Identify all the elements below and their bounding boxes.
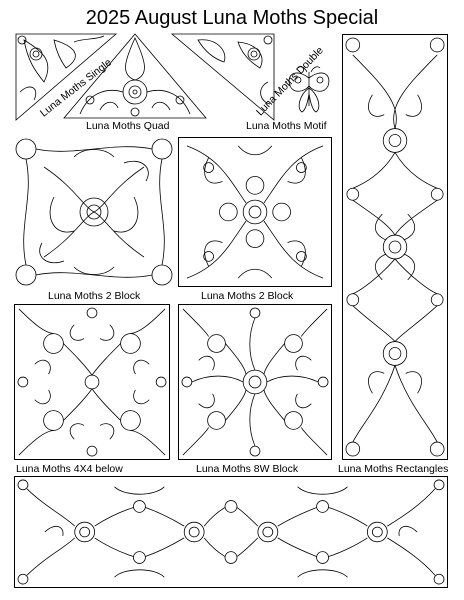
label-luna-moths-single: Luna Moths Single xyxy=(38,56,114,120)
label-luna-moths-rectangles: Luna Moths Rectangles xyxy=(338,463,449,475)
luna-moths-2-block-right-design xyxy=(178,137,332,287)
label-luna-moths-2-block-left: Luna Moths 2 Block xyxy=(48,290,141,302)
label-luna-moths-4x4: Luna Moths 4X4 below xyxy=(16,463,123,475)
luna-moths-border-design xyxy=(14,476,448,588)
label-luna-moths-double: Luna Moths Double xyxy=(254,44,326,119)
luna-moths-4x4-design xyxy=(14,304,170,460)
page-title: 2025 August Luna Moths Special xyxy=(85,7,379,29)
luna-moths-8w-block-design xyxy=(178,304,332,460)
label-luna-moths-2-block-right: Luna Moths 2 Block xyxy=(201,290,294,302)
label-luna-moths-8w-block: Luna Moths 8W Block xyxy=(196,463,299,475)
luna-moths-2-block-left-design xyxy=(14,137,174,287)
label-luna-moths-quad: Luna Moths Quad xyxy=(86,120,170,132)
luna-moths-rectangles-design xyxy=(342,34,448,460)
label-luna-moths-motif: Luna Moths Motif xyxy=(246,120,327,132)
